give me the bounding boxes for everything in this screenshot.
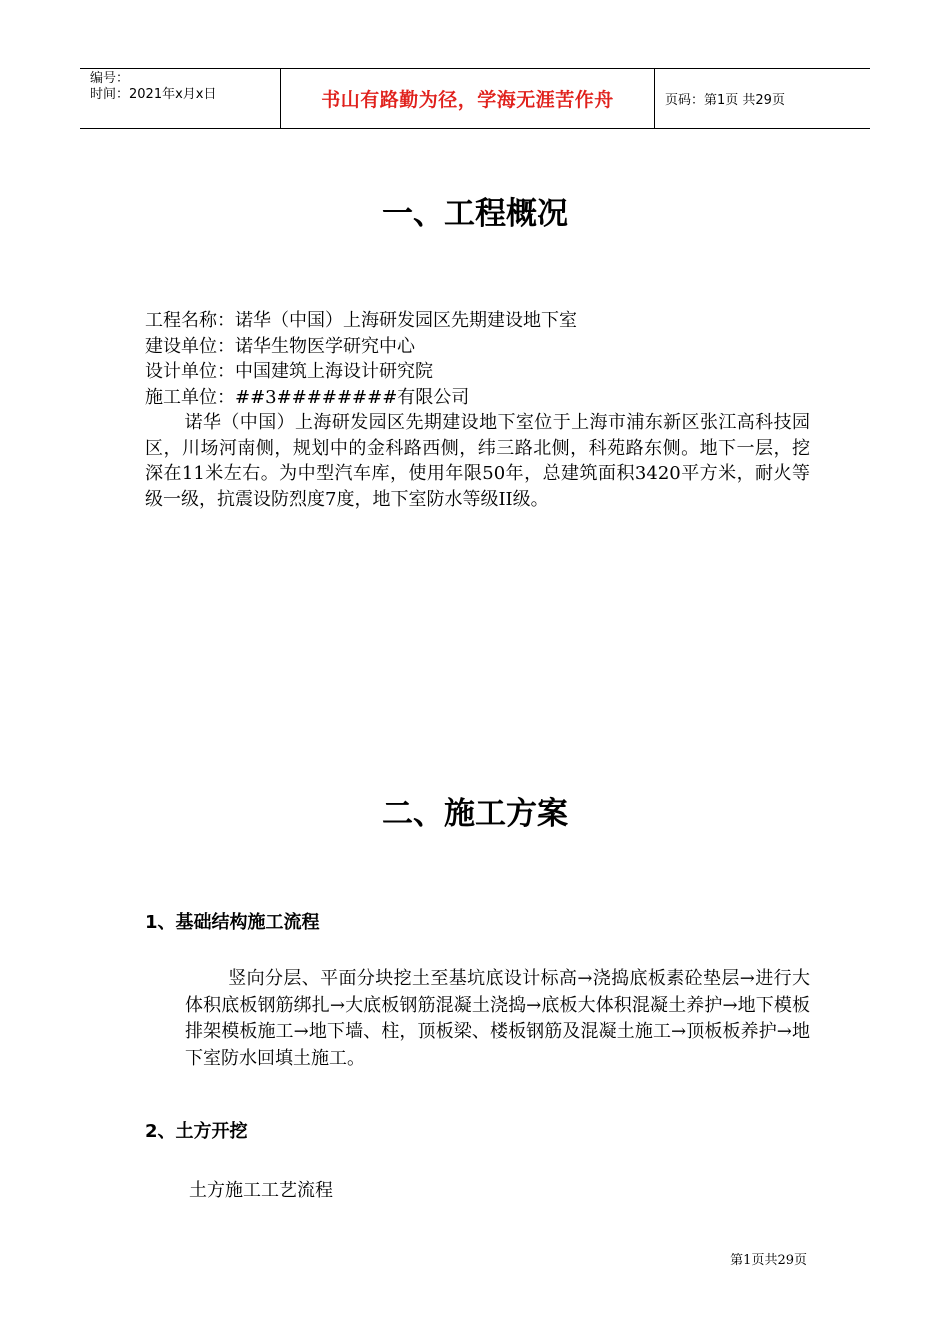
page-header xyxy=(80,68,870,129)
project-contractor: 施工单位：##3########有限公司 xyxy=(145,386,470,408)
project-info-block xyxy=(145,308,810,512)
project-description: 诺华（中国）上海研发园区先期建设地下室位于上海市浦东新区张江高科技园区，川场河南侧，规划中的金科路西侧，纬三路北侧，科苑路东侧。地下一层，挖深在11米左右。为中型汽车库，使用年限50年，总建筑面积3420平方米，耐火等级一级，抗震设防烈度7度，地下室防水等级II级。 xyxy=(145,412,810,510)
document-date: 时间：2021年x月x日 xyxy=(90,87,217,102)
project-name: 工程名称：诺华（中国）上海研发园区先期建设地下室 xyxy=(145,310,577,331)
subsection-heading-earthwork: 2、土方开挖 xyxy=(145,1121,248,1142)
section-title-overview: 一、工程概况 xyxy=(382,196,568,232)
header-page-cell xyxy=(655,69,870,128)
section-title-plan: 二、施工方案 xyxy=(382,796,568,832)
project-owner: 建设单位：诺华生物医学研究中心 xyxy=(145,335,415,357)
page-footer: 第1页共29页 xyxy=(730,1253,807,1268)
header-motto: 书山有路勤为径，学海无涯苦作舟 xyxy=(321,89,614,111)
document-number-label: 编号： xyxy=(90,71,130,86)
header-meta-cell xyxy=(80,69,281,128)
header-motto-cell xyxy=(281,69,655,128)
header-page-info: 页码：第1页 共29页 xyxy=(665,93,785,108)
foundation-flow-text-wrap xyxy=(185,966,810,1072)
earthwork-process-title: 土方施工工艺流程 xyxy=(189,1180,333,1201)
foundation-flow-text: 竖向分层、平面分块挖土至基坑底设计标高→浇捣底板素砼垫层→进行大体积底板钢筋绑扎→大底板钢筋混凝土浇捣→底板大体积混凝土养护→地下模板排架模板施工→地下墙、柱，顶板梁、楼板钢筋及混凝土施工→顶板板养护→地下室防水回填土施工。 xyxy=(185,968,810,1069)
project-designer: 设计单位：中国建筑上海设计研究院 xyxy=(145,361,433,382)
subsection-heading-foundation: 1、基础结构施工流程 xyxy=(145,912,320,933)
